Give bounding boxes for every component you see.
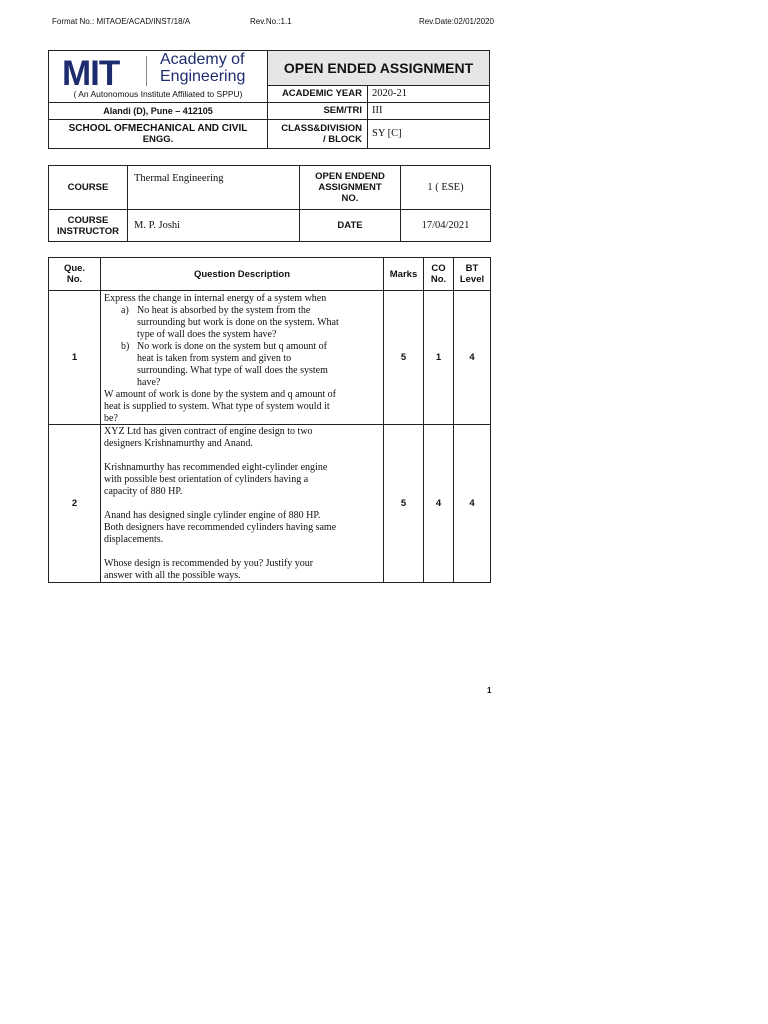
co-value: 4 — [435, 498, 442, 509]
assignment-no: 1 ( ESE) — [427, 182, 464, 193]
class-label-line2: / BLOCK — [322, 133, 362, 145]
header-marks-text: Marks — [389, 268, 418, 280]
affiliation-text: ( An Autonomous Institute Affiliated to SPPU) — [73, 88, 243, 99]
question-line: with possible best orientation of cylinders having a — [104, 474, 309, 485]
question-line: XYZ Ltd has given contract of engine design to two — [104, 426, 313, 437]
sub-question-b — [121, 341, 382, 389]
course-name: Thermal Engineering — [134, 173, 224, 184]
date-value: 17/04/2021 — [421, 220, 470, 231]
class-label-line1: CLASS&DIVISION — [281, 122, 362, 134]
logo-academy-of: Academy of — [160, 51, 245, 68]
page-number: 1 — [487, 686, 492, 695]
date-label-cell — [300, 210, 400, 241]
table-row-2-no — [49, 425, 100, 582]
marks-value: 5 — [400, 352, 407, 363]
header-marks — [384, 258, 423, 290]
academic-year-label-cell — [268, 85, 367, 102]
instructor-label-line1: COURSE — [67, 214, 109, 226]
header-description — [101, 258, 383, 290]
institute-logo — [49, 51, 268, 93]
semtri-value-cell — [368, 102, 489, 119]
assignment-no-cell — [401, 166, 490, 209]
header-co-line1: CO — [431, 263, 446, 274]
question-line: Anand has designed single cylinder engine of 880 HP. — [104, 510, 321, 521]
bt-value: 4 — [469, 352, 475, 363]
sub-question-line: type of wall does the system have? — [137, 329, 277, 340]
header-que-no — [49, 258, 100, 290]
header-co-no — [424, 258, 453, 290]
assignment-no-label-line1: OPEN ENDEND — [315, 171, 385, 182]
paragraph-gap — [104, 498, 382, 510]
header-que-no-line1: Que. — [63, 263, 86, 274]
question-line: displacements. — [104, 534, 164, 545]
sub-question-line: surrounding. What type of wall does the system — [137, 365, 328, 376]
logo-engineering: Engineering — [160, 68, 246, 85]
sub-question-line: No heat is absorbed by the system from the — [137, 305, 311, 316]
header-bt-line2: Level — [459, 274, 485, 285]
class-value: SY [C] — [372, 128, 402, 139]
paragraph-gap — [104, 546, 382, 558]
format-number: Format No.: MITAOE/ACAD/INST/18/A — [52, 17, 191, 26]
sub-question-line: heat is taken from system and given to — [137, 353, 292, 364]
table-row-2-description — [104, 426, 382, 582]
table-row-1-marks — [384, 291, 423, 424]
divider — [100, 258, 101, 582]
assignment-no-label-cell — [300, 166, 400, 209]
table-row-2-co — [424, 425, 453, 582]
institute-header-table — [48, 50, 490, 149]
logo-divider — [146, 56, 147, 86]
course-name-cell — [128, 166, 299, 209]
revision-date: Rev.Date:02/01/2020 — [418, 17, 494, 26]
sub-question-line: have? — [137, 377, 161, 388]
sub-question-line: surrounding but work is done on the system. What — [137, 317, 339, 328]
address-cell — [49, 102, 267, 119]
school-cell — [49, 119, 267, 148]
header-bt-line1: BT — [465, 263, 479, 274]
sub-question-a — [121, 305, 382, 341]
header-bt-level — [454, 258, 490, 290]
question-outro-line: heat is supplied to system. What type of system would it — [104, 401, 330, 412]
assignment-no-label-line2: ASSIGNMENT — [318, 182, 382, 193]
date-value-cell — [401, 210, 490, 241]
question-line: capacity of 880 HP. — [104, 486, 183, 497]
table-row-2-bt — [454, 425, 490, 582]
questions-table — [48, 257, 491, 583]
sub-question-line: No work is done on the system but q amount of — [137, 341, 327, 352]
instructor-label-cell — [49, 210, 127, 241]
address-text: Alandi (D), Pune – 412105 — [103, 105, 213, 116]
semtri-label: SEM/TRI — [323, 105, 362, 116]
sub-question-label: b) — [121, 341, 130, 352]
assignment-no-label-line3: NO. — [341, 193, 359, 204]
assignment-title-cell — [268, 51, 489, 85]
school-name-line1: SCHOOL OFMECHANICAL AND CIVIL — [68, 122, 248, 134]
question-number: 1 — [71, 352, 78, 363]
header-description-text: Question Description — [193, 268, 291, 280]
question-line: answer with all the possible ways. — [104, 570, 241, 581]
revision-number: Rev.No.:1.1 — [250, 17, 292, 26]
course-table — [48, 165, 491, 242]
table-row-2-marks — [384, 425, 423, 582]
academic-year-label: ACADEMIC YEAR — [281, 88, 362, 99]
instructor-label-line2: INSTRUCTOR — [56, 225, 120, 237]
semtri-value: III — [372, 105, 383, 116]
question-line: Krishnamurthy has recommended eight-cylinder engine — [104, 462, 328, 473]
affiliation-cell — [49, 85, 267, 102]
assignment-title: OPEN ENDED ASSIGNMENT — [283, 60, 474, 76]
question-intro: Express the change in internal energy of a system when — [104, 293, 327, 304]
co-value: 1 — [435, 352, 442, 363]
course-label-cell — [49, 166, 127, 209]
table-row-1-no — [49, 291, 100, 424]
mit-logo-text: MIT — [62, 54, 120, 93]
table-row-1-bt — [454, 291, 490, 424]
question-number: 2 — [71, 498, 78, 509]
question-outro-line: be? — [104, 413, 118, 424]
header-co-line2: No. — [430, 274, 447, 285]
paragraph-gap — [104, 450, 382, 462]
date-label: DATE — [337, 220, 363, 231]
header-que-no-line2: No. — [66, 274, 83, 285]
school-name-line2: ENGG. — [142, 133, 174, 145]
course-label: COURSE — [67, 182, 109, 193]
question-line: Both designers have recommended cylinders having same — [104, 522, 337, 533]
table-row-1-co — [424, 291, 453, 424]
question-outro-line: W amount of work is done by the system and q amount of — [104, 389, 337, 400]
academic-year-value: 2020-21 — [372, 88, 407, 99]
sub-question-label: a) — [121, 305, 129, 316]
instructor-name-cell — [128, 210, 299, 241]
marks-value: 5 — [400, 498, 407, 509]
table-row-1-description — [104, 293, 382, 425]
academic-year-value-cell — [368, 85, 489, 102]
class-value-cell — [368, 119, 489, 148]
question-line: Whose design is recommended by you? Justify your — [104, 558, 314, 569]
class-label-cell — [268, 119, 367, 148]
instructor-name: M. P. Joshi — [134, 220, 181, 231]
semtri-label-cell — [268, 102, 367, 119]
bt-value: 4 — [469, 498, 475, 509]
question-line: designers Krishnamurthy and Anand. — [104, 438, 253, 449]
page-header — [52, 17, 494, 29]
